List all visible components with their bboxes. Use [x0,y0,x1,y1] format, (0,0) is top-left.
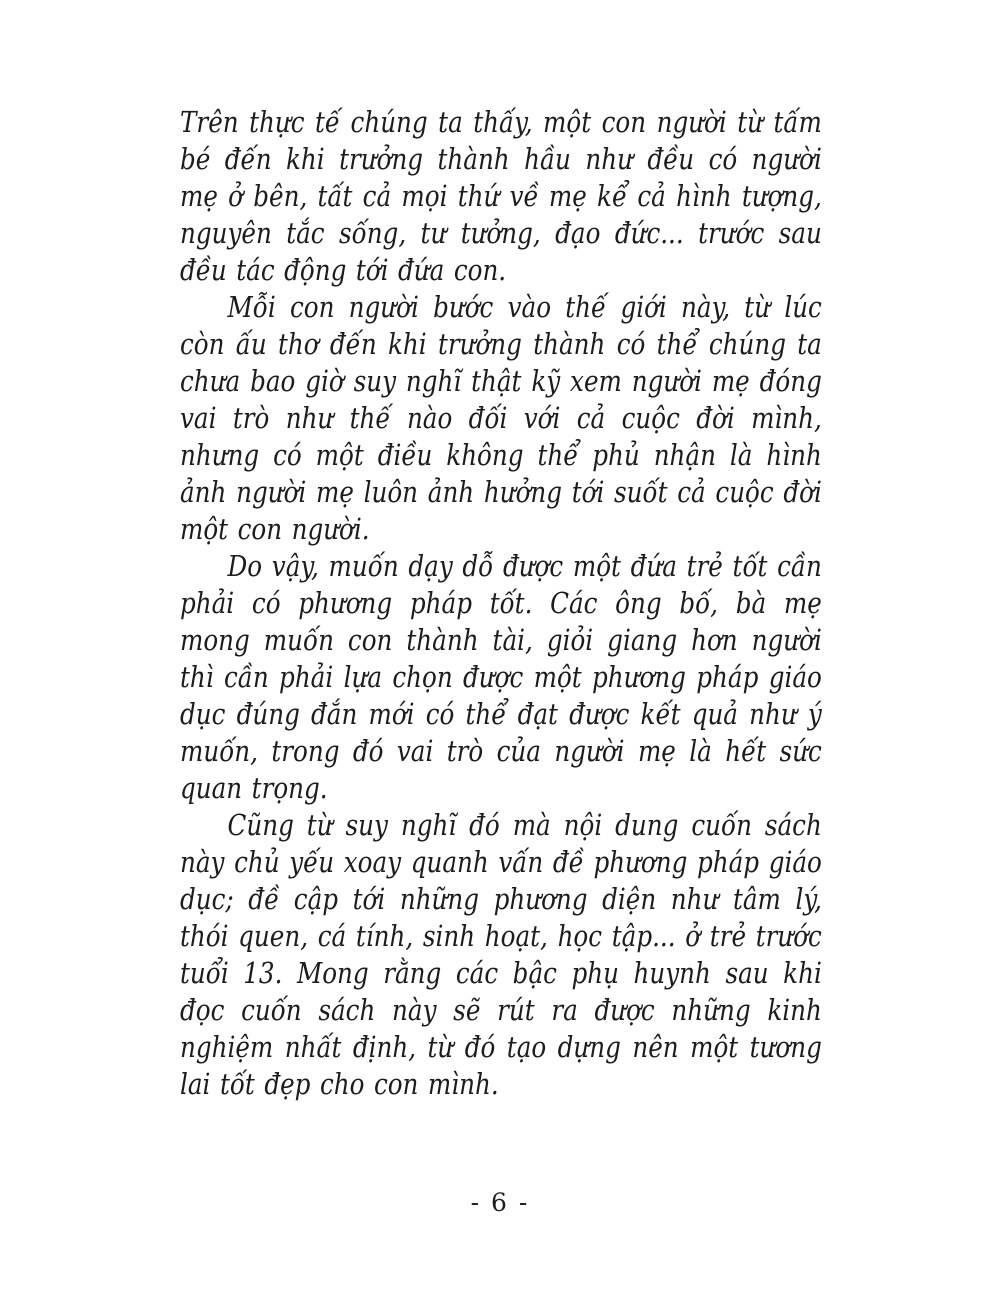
paragraph: Do vậy, muốn dạy dỗ được một đứa trẻ tốt cần phải có phương pháp tốt. Các ông bố, bà mẹ mong muốn con thành tài, giỏi giang hơn người thì cần phải lựa chọn được một phương pháp giáo dục đúng đắn mới có thể đạt được kết quả như ý muốn, trong đó vai trò của người mẹ là hết sức quan trọng. [180,549,822,805]
page-footer [0,1188,1000,1217]
paragraph: Mỗi con người bước vào thế giới này, từ lúc còn ấu thơ đến khi trưởng thành có thể chúng ta chưa bao giờ suy nghĩ thật kỹ xem người mẹ đóng vai trò như thế nào đối với cả cuộc đời mình, nhưng có một điều không thể phủ nhận là hình ảnh người mẹ luôn ảnh hưởng tới suốt cả cuộc đời một con người. [180,290,822,546]
paragraph: Trên thực tế chúng ta thấy, một con người từ tấm bé đến khi trưởng thành hầu như đều có người mẹ ở bên, tất cả mọi thứ về mẹ kể cả hình tượng, nguyên tắc sống, tư tưởng, đạo đức... trước sau đều tác động tới đứa con. [180,105,822,287]
body-text [180,104,822,1103]
page-number: - 6 - [470,1188,530,1217]
paragraph: Cũng từ suy nghĩ đó mà nội dung cuốn sách này chủ yếu xoay quanh vấn đề phương pháp giáo dục; đề cập tới những phương diện như tâm lý, thói quen, cá tính, sinh hoạt, học tập... ở trẻ trước tuổi 13. Mong rằng các bậc phụ huynh sau khi đọc cuốn sách này sẽ rút ra được những kinh nghiệm nhất định, từ đó tạo dựng nên một tương lai tốt đẹp cho con mình. [180,808,822,1101]
